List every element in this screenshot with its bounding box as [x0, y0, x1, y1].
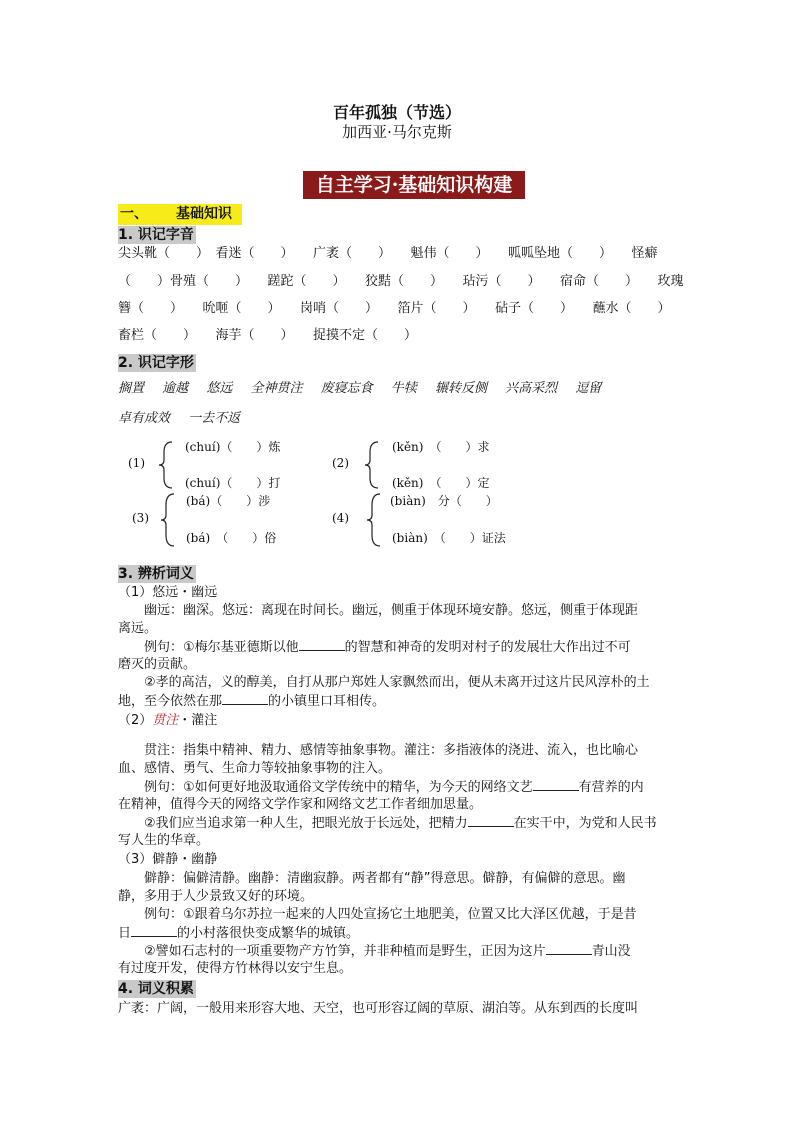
- title-word-handwritten: 贯注: [152, 713, 179, 728]
- paragraph: 幽远：幽深。悠远：离现在时间长。幽远，侧重于体现环境安静。悠远，侧重于体现距: [118, 603, 639, 618]
- subheading-word-meaning: 4. 词义积累: [118, 981, 194, 997]
- example-sentence: [118, 778, 678, 797]
- item-1-title: （1）悠远・幽远: [118, 585, 218, 600]
- homophone-item: (kěn) （ ）定: [392, 476, 490, 490]
- paragraph: 在精神，值得今天的网络文学作家和网络文艺工作者细加思量。: [118, 797, 483, 812]
- word-item: 兴高采烈: [505, 381, 558, 396]
- fill-blank: [546, 942, 592, 955]
- paragraph: 静，多用于人少景致又好的环境。: [118, 889, 314, 904]
- section-number: 一、: [120, 206, 148, 222]
- word-item: 废寝忘食: [320, 381, 373, 396]
- sentence-part: 的小村落很快变成繁华的城镇。: [177, 926, 360, 941]
- brace-icon: [158, 440, 174, 490]
- document-title: 百年孤独（节选）: [332, 103, 461, 122]
- homophone-item: (chuí)（ ）打: [185, 476, 281, 490]
- paragraph: 写人生的华章。: [118, 833, 210, 848]
- example-sentence: [118, 942, 678, 961]
- word-item: 辗转反侧: [434, 381, 487, 396]
- example-sentence: [118, 814, 678, 833]
- brace-icon: [364, 440, 380, 490]
- sentence-part: 例句：①梅尔基亚德斯以他: [118, 640, 299, 655]
- sentence-part: ②譬如石志村的一项重要物产方竹笋，并非种植而是野生，正因为这片: [118, 944, 546, 959]
- homophone-item: (bá)（ ）涉: [186, 494, 271, 508]
- word-item: 搁置: [118, 381, 145, 396]
- homophone-item: (bá) （ ）俗: [186, 531, 277, 545]
- pronunciation-row: 尖头靴（ ） 看迷（ ） 广袤（ ） 魁伟（ ） 呱呱坠地（ ） 怪癖: [118, 246, 658, 261]
- document-author: 加西亚·马尔克斯: [342, 123, 452, 141]
- word-item: 悠远: [206, 381, 233, 396]
- subheading-word-distinction: 3. 辨析词义: [118, 566, 194, 582]
- group-label: (4): [332, 511, 349, 525]
- item-3-title: （3）僻静・幽静: [118, 852, 218, 867]
- example-sentence: ②孝的高洁，义的醇美，自打从那户郑姓人家飘然而出，便从未离开过这片民风淳朴的土: [118, 675, 650, 690]
- paragraph: 血、感情、勇气、生命力等较抽象事物的注入。: [118, 761, 392, 776]
- sentence-part: 的智慧和神奇的发明对村子的发展壮大作出过不可: [344, 640, 631, 655]
- paragraph: 磨灭的贡献。: [118, 657, 197, 672]
- section-banner: 自主学习·基础知识构建: [303, 171, 525, 199]
- sentence-part: ②我们应当追求第一种人生，把眼光放于长远处，把精力: [118, 816, 468, 831]
- fill-blank: [533, 778, 579, 791]
- section-name: 基础知识: [176, 206, 232, 222]
- example-sentence: [118, 692, 678, 711]
- sentence-part: 日: [118, 926, 132, 941]
- sentence-part: 地，至今依然在那: [118, 694, 223, 709]
- item-2-title: [118, 712, 678, 730]
- word-list-row: [118, 407, 254, 426]
- homophone-item: (chuí)（ ）炼: [185, 440, 281, 454]
- fill-blank: [131, 924, 177, 937]
- brace-icon: [366, 492, 382, 548]
- example-sentence: [118, 638, 678, 657]
- sentence-part: 在实干中，为党和人民书: [513, 816, 657, 831]
- paragraph: 广袤：广阔，一般用来形容大地、天空，也可形容辽阔的草原、湖泊等。从东到西的长度叫: [118, 1001, 639, 1016]
- paragraph: 离远。: [118, 621, 158, 636]
- word-item: 牛犊: [390, 381, 417, 396]
- fill-blank: [299, 638, 345, 651]
- section-heading-basics: [118, 204, 242, 225]
- subheading-character-forms: 2. 识记字形: [118, 355, 194, 371]
- paragraph: 有过度开发，使得方竹林得以安宁生息。: [118, 961, 353, 976]
- fill-blank: [468, 814, 514, 827]
- paragraph: 贯注：指集中精神、精力、感情等抽象事物。灌注：多指液体的浇进、流入，也比喻心: [118, 743, 639, 758]
- sentence-part: 青山没: [591, 944, 631, 959]
- brace-icon: [160, 492, 176, 548]
- pronunciation-row: （ ）骨殖（ ） 蹉跎（ ） 狡黠（ ） 玷污（ ） 宿命（ ） 玫瑰: [118, 274, 684, 289]
- sentence-part: 有营养的内: [578, 780, 644, 795]
- example-sentence: 例句：①跟着乌尔苏拉一起来的人四处宣扬它土地肥美，位置又比大泽区优越，于是昔: [118, 907, 637, 922]
- title-number: （2）: [118, 713, 153, 728]
- title-word: ・灌注: [178, 713, 218, 728]
- sentence-part: 的小镇里口耳相传。: [268, 694, 386, 709]
- homophone-item: (biàn) （ ）证法: [392, 531, 506, 545]
- word-item: 卓有成效: [118, 411, 171, 426]
- word-item: 一去不返: [188, 411, 241, 426]
- word-list-row: [118, 377, 615, 396]
- word-item: 逗留: [575, 381, 602, 396]
- pronunciation-row: 畜栏（ ） 海芋（ ） 捉摸不定（ ）: [118, 328, 418, 343]
- group-label: (2): [332, 456, 349, 470]
- paragraph: 僻静：偏僻清静。幽静：清幽寂静。两者都有“静”得意思。僻静，有偏僻的意思。幽: [118, 871, 626, 886]
- word-item: 全神贯注: [250, 381, 303, 396]
- group-label: (1): [128, 456, 145, 470]
- homophone-item: (biàn) 分（ ）: [390, 494, 498, 508]
- word-item: 逾越: [162, 381, 189, 396]
- sentence-part: 例句：①如何更好地汲取通俗文学传统中的精华，为今天的网络文艺: [118, 780, 533, 795]
- pronunciation-row: 簪（ ） 吮咂（ ） 岗哨（ ） 箔片（ ） 砧子（ ） 蘸水（ ）: [118, 301, 671, 316]
- fill-blank: [222, 692, 268, 705]
- group-label: (3): [132, 511, 149, 525]
- subheading-pronunciation: 1. 识记字音: [118, 227, 194, 243]
- homophone-item: (kěn) （ ）求: [392, 440, 490, 454]
- example-sentence: [118, 924, 678, 943]
